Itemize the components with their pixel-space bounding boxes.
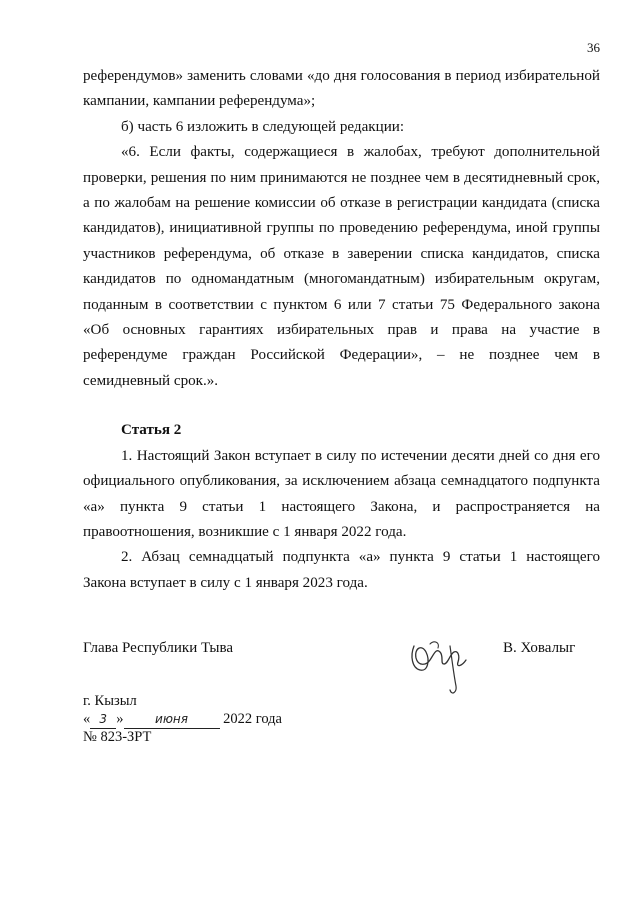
date-day-handwritten: 3 <box>90 710 116 729</box>
date-year: 2022 года <box>223 711 282 727</box>
date-line <box>83 710 282 729</box>
article-title: Статья 2 <box>121 422 182 439</box>
date-month-handwritten: июня <box>124 710 220 729</box>
law-number: № 823-ЗРТ <box>83 729 152 745</box>
document-body <box>83 64 600 596</box>
handwritten-signature <box>400 620 480 700</box>
paragraph-1: референдумов» заменить словами «до дня голосования в период избирательной кампании, кампании референдума»; <box>83 68 600 110</box>
signatory-position: Глава Республики Тыва <box>83 640 234 656</box>
signatory-name: В. Ховалыг <box>503 640 576 656</box>
date-open-quote: « <box>83 711 91 727</box>
date-close-quote: » <box>116 711 124 727</box>
paragraph-5: 2. Абзац семнадцатый подпункта «а» пункта 9 статьи 1 настоящего Закона вступает в силу с 1 января 2023 года. <box>83 549 600 591</box>
city-line: г. Кызыл <box>83 693 137 709</box>
paragraph-4: 1. Настоящий Закон вступает в силу по истечении десяти дней со дня его официального опубликования, за исключением абзаца семнадцатого подпункта «а» пункта 9 статьи 1 настоящего Закона, и распространяется на правоотношения, возникшие с 1 января 2022 года. <box>83 447 600 540</box>
paragraph-2: б) часть 6 изложить в следующей редакции: <box>121 118 405 135</box>
page-number: 36 <box>587 40 600 55</box>
paragraph-3: «6. Если факты, содержащиеся в жалобах, требуют дополнительной проверки, решения по ним принимаются не позднее чем в десятидневный срок, а по жалобам на решение комиссии об отказе в регистрации кандидата (списка кандидатов), инициативной группы по проведению референдума, иной группы участников референдума, об отказе в заверении списка кандидатов, списка кандидатов по одномандатным (многомандатным) избирательным округам, поданным в соответствии с пунктом 6 или 7 статьи 75 Федерального закона «Об основных гарантиях избирательных прав и права на участие в референдуме граждан Российской Федерации», – не позднее чем в семидневный срок.». <box>83 144 600 389</box>
